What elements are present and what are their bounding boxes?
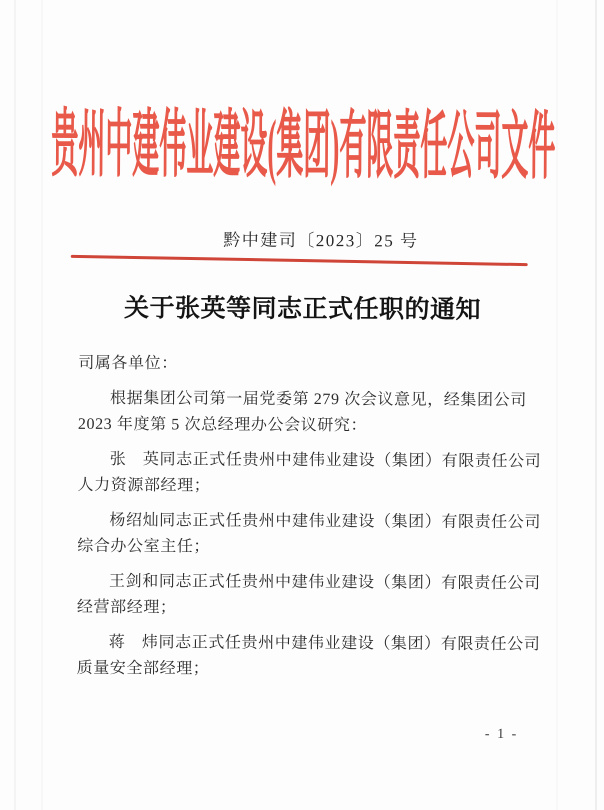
body-line: 质量安全部经理； xyxy=(76,659,210,678)
body-paragraph xyxy=(78,351,538,379)
body-line: 蒋 炜同志正式任贵州中建伟业建设（集团）有限责任公司 xyxy=(108,633,541,654)
document-body xyxy=(76,351,542,684)
body-paragraph xyxy=(76,630,541,684)
body-line: 杨绍灿同志正式任贵州中建伟业建设（集团）有限责任公司 xyxy=(109,511,542,532)
letterhead-org-title: 贵州中建伟业建设(集团)有限责任公司文件 xyxy=(51,103,556,189)
body-line: 人力资源部经理； xyxy=(77,476,211,495)
body-paragraph xyxy=(77,447,542,501)
red-divider-rule xyxy=(71,255,528,266)
body-paragraph xyxy=(78,386,538,440)
body-paragraph xyxy=(76,569,541,623)
body-paragraph xyxy=(77,508,542,562)
page-number: - 1 - xyxy=(484,726,519,743)
body-line: 2023 年度第 5 次总经理办公会议研究： xyxy=(77,415,368,435)
body-line: 经营部经理； xyxy=(76,598,177,617)
body-line: 综合办公室主任； xyxy=(77,537,211,556)
body-line: 王剑和同志正式任贵州中建伟业建设（集团）有限责任公司 xyxy=(109,572,541,593)
body-line: 张 英同志正式任贵州中建伟业建设（集团）有限责任公司 xyxy=(109,450,542,471)
document-title: 关于张英等同志正式任职的通知 xyxy=(123,295,482,324)
body-line: 司属各单位： xyxy=(78,354,178,373)
document-number: 黔中建司〔2023〕25 号 xyxy=(223,230,419,251)
body-line: 根据集团公司第一届党委第 279 次会议意见，经集团公司 xyxy=(109,389,527,410)
